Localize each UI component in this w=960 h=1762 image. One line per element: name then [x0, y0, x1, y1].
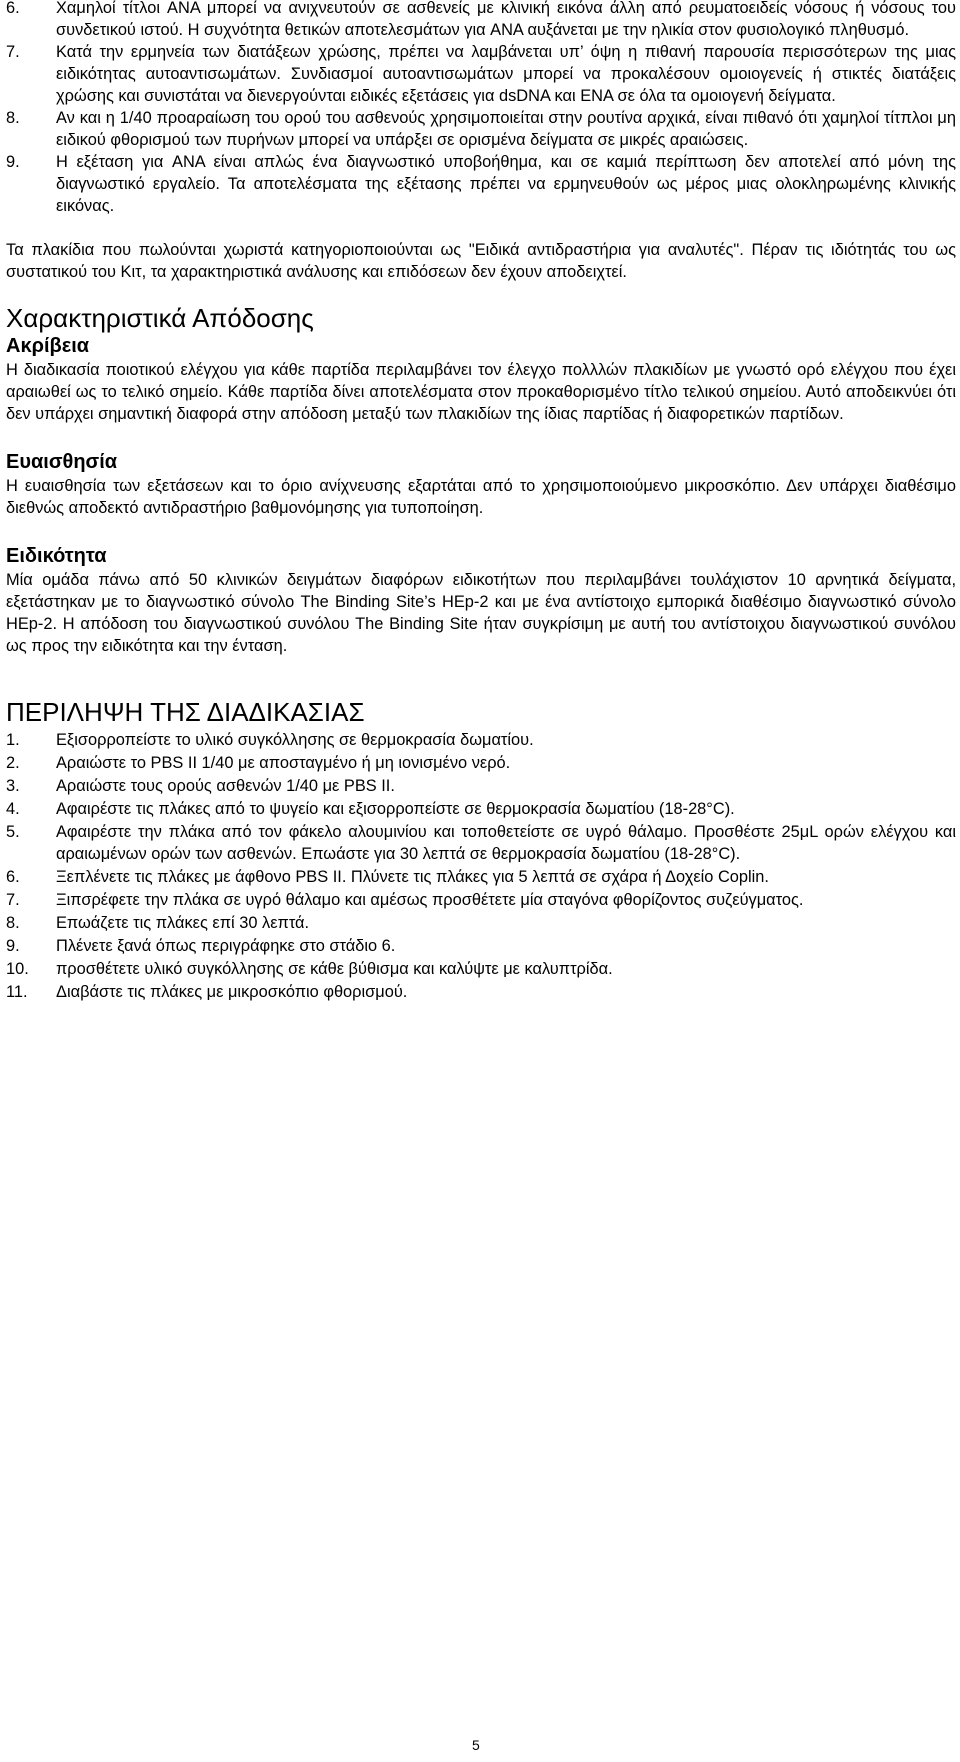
- step-text: Εξισορροπείστε το υλικό συγκόλλησης σε θερμοκρασία δωματίου.: [56, 731, 534, 749]
- precision-title: Ακρίβεια: [6, 335, 90, 357]
- procedure-step: [6, 912, 956, 934]
- step-number: 10.: [6, 960, 29, 978]
- step-text: Επωάζετε τις πλάκες επί 30 λεπτά.: [56, 914, 310, 932]
- procedure-step: [6, 981, 956, 1003]
- step-number: 9.: [6, 937, 20, 955]
- list-item-text: Αν και η 1/40 προαραίωση του ορού του ασθενούς χρησιμοποιείται στην ρουτίνα αρχικά, είναι πιθανό ότι χαμηλοί τίτπλοι μη ειδικού φθορισμού των πυρήνων μπορεί να υπάρξει σε ορισμένα δείγματα σε μικρές αραιώσεις.: [56, 109, 956, 149]
- procedure-step: [6, 775, 956, 797]
- step-number: 3.: [6, 777, 20, 795]
- page-number: 5: [472, 1737, 480, 1753]
- step-text: Πλένετε ξανά όπως περιγράφηκε στο στάδιο 6.: [56, 937, 396, 955]
- step-text: Διαβάστε τις πλάκες με μικροσκόπιο φθορισμού.: [56, 983, 408, 1001]
- list-item: [6, 41, 956, 107]
- list-item-text: Η εξέταση για ANA είναι απλώς ένα διαγνωστικό υποβοήθημα, και σε καμιά περίπτωση δεν αποτελεί από μόνη της διαγνωστικό εργαλείο. Τα αποτελέσματα της εξέτασης πρέπει να ερμηνευθούν ως μέρος μιας ολοκληρωμένης κλινικής εικόνας.: [56, 153, 956, 215]
- step-text: Ξιπσρέφετε την πλάκα σε υγρό θάλαμο και αμέσως προσθέτετε μία σταγόνα φθορίζοντος συζεύγματος.: [56, 891, 804, 909]
- step-number: 5.: [6, 823, 20, 841]
- list-item: [6, 151, 956, 217]
- step-number: 11.: [6, 983, 28, 1001]
- step-text: Αραιώστε το PBS II 1/40 με αποσταγμένο ή μη ιονισμένο νερό.: [56, 754, 511, 772]
- sensitivity-title: Ευαισθησία: [6, 451, 118, 473]
- precision-text: Η διαδικασία ποιοτικού ελέγχου για κάθε παρτίδα περιλαμβάνει τον έλεγχο πολλλών πλακιδίων με γνωστό ορό ελέγχου που έχει αραιωθεί ως το τελικό σημείο. Κάθε παρτίδα δίνει αποτελέσματα στον προκαθορισμένο τίτλο τελικού σημείου. Αυτό αποδεικνύει ότι δεν υπάρχει σημαντική διαφορά στην απόδοση μεταξύ των πλακιδίων της ίδιας παρτίδας ή διαφορετικών παρτίδων.: [6, 361, 956, 423]
- procedure-step: [6, 729, 956, 751]
- step-number: 2.: [6, 754, 20, 772]
- step-number: 4.: [6, 800, 20, 818]
- procedure-step: [6, 821, 956, 865]
- page-content: [6, 0, 956, 1004]
- performance-title: Χαρακτηριστικά Απόδοσης: [6, 303, 314, 333]
- step-number: 6.: [6, 868, 20, 886]
- list-item: [6, 107, 956, 151]
- step-text: Αφαιρέστε την πλάκα από τον φάκελο αλουμινίου και τοποθετείστε σε υγρό θάλαμο. Προσθέστε 25μL ορών ελέγχου και αραιωμένων ορών των ασθενών. Επωάστε για 30 λεπτά σε θερμοκρασία δωματίου (18-28°C).: [56, 823, 956, 863]
- procedure-step: [6, 752, 956, 774]
- ruo-paragraph: Τα πλακίδια που πωλούνται χωριστά κατηγοριοποιούνται ως "Ειδικά αντιδραστήρια για αναλυτές". Πέραν τις ιδιότητάς του ως συστατικού του Κιτ, τα χαρακτηριστικά ανάλυσης και επιδόσεων δεν έχουν αποδειχτεί.: [6, 241, 956, 281]
- limitations-list: [6, 0, 956, 217]
- sensitivity-text: Η ευαισθησία των εξετάσεων και το όριο ανίχνευσης εξαρτάται από το χρησιμοποιούμενο μικροσκόπιο. Δεν υπάρχει διαθέσιμο διεθνώς αποδεκτό αντιδραστήριο βαθμονόμησης για τυποποίηση.: [6, 477, 956, 517]
- procedure-step: [6, 798, 956, 820]
- list-item-text: Χαμηλοί τίτλοι ANA μπορεί να ανιχνευτούν σε ασθενείς με κλινική εικόνα άλλη από ρευματοειδείς νόσους ή νόσους του συνδετικού ιστού. Η συχνότητα θετικών αποτελεσμάτων για ANA αυξάνεται με την ηλικία στον φυσιολογικό πληθυσμό.: [56, 0, 956, 39]
- list-item-number: 6.: [6, 0, 20, 17]
- step-number: 8.: [6, 914, 20, 932]
- list-item-number: 9.: [6, 153, 20, 171]
- specificity-text: Μία ομάδα πάνω από 50 κλινικών δειγμάτων διαφόρων ειδικοτήτων που περιλαμβάνει τουλάχιστον 10 αρνητικά δείγματα, εξετάστηκαν με το διαγνωστικό σύνολο The Binding Site’s HEp-2 και με ένα αντίστοιχο εμπορικά διαθέσιμο διαγνωστικό σύνολο HEp-2. Η απόδοση του διαγνωστικού συνόλου The Binding Site ήταν συγκρίσιμη με αυτή του αντίστοιχου διαγνωστικού συνόλου ως προς την ειδικότητα και την ένταση.: [6, 571, 956, 655]
- procedure-title: ΠΕΡΙΛΗΨΗ ΤΗΣ ΔΙΑΔΙΚΑΣΙΑΣ: [6, 697, 365, 727]
- list-item-text: Κατά την ερμηνεία των διατάξεων χρώσης, πρέπει να λαμβάνεται υπ’ όψη η πιθανή παρουσία περισσότερων της μιας ειδικότητας αυτοαντισωμάτων. Συνδιασμοί αυτοαντισωμάτων μπορεί να προκαλέσουν ομοιογενείς ή στικτές διατάξεις χρώσης και συνιστάται να διενεργούνται ειδικές εξετάσεις για dsDNA και ENA σε όλα τα ομοιογενή δείγματα.: [56, 43, 956, 105]
- step-text: Αραιώστε τους ορούς ασθενών 1/40 με PBS II.: [56, 777, 395, 795]
- step-text: προσθέτετε υλικό συγκόλλησης σε κάθε βύθισμα και καλύψτε με καλυπτρίδα.: [56, 960, 613, 978]
- list-item: [6, 0, 956, 41]
- procedure-steps: [6, 729, 956, 1003]
- procedure-step: [6, 889, 956, 911]
- step-text: Αφαιρέστε τις πλάκες από το ψυγείο και εξισορροπείστε σε θερμοκρασία δωματίου (18-28°C).: [56, 800, 735, 818]
- procedure-step: [6, 935, 956, 957]
- specificity-title: Ειδικότητα: [6, 545, 107, 567]
- procedure-step: [6, 958, 956, 980]
- procedure-step: [6, 866, 956, 888]
- list-item-number: 8.: [6, 109, 20, 127]
- step-number: 1.: [6, 731, 20, 749]
- step-number: 7.: [6, 891, 20, 909]
- step-text: Ξεπλένετε τις πλάκες με άφθονο PBS II. Πλύνετε τις πλάκες για 5 λεπτά σε σχάρα ή Δοχείο Coplin.: [56, 868, 769, 886]
- list-item-number: 7.: [6, 43, 20, 61]
